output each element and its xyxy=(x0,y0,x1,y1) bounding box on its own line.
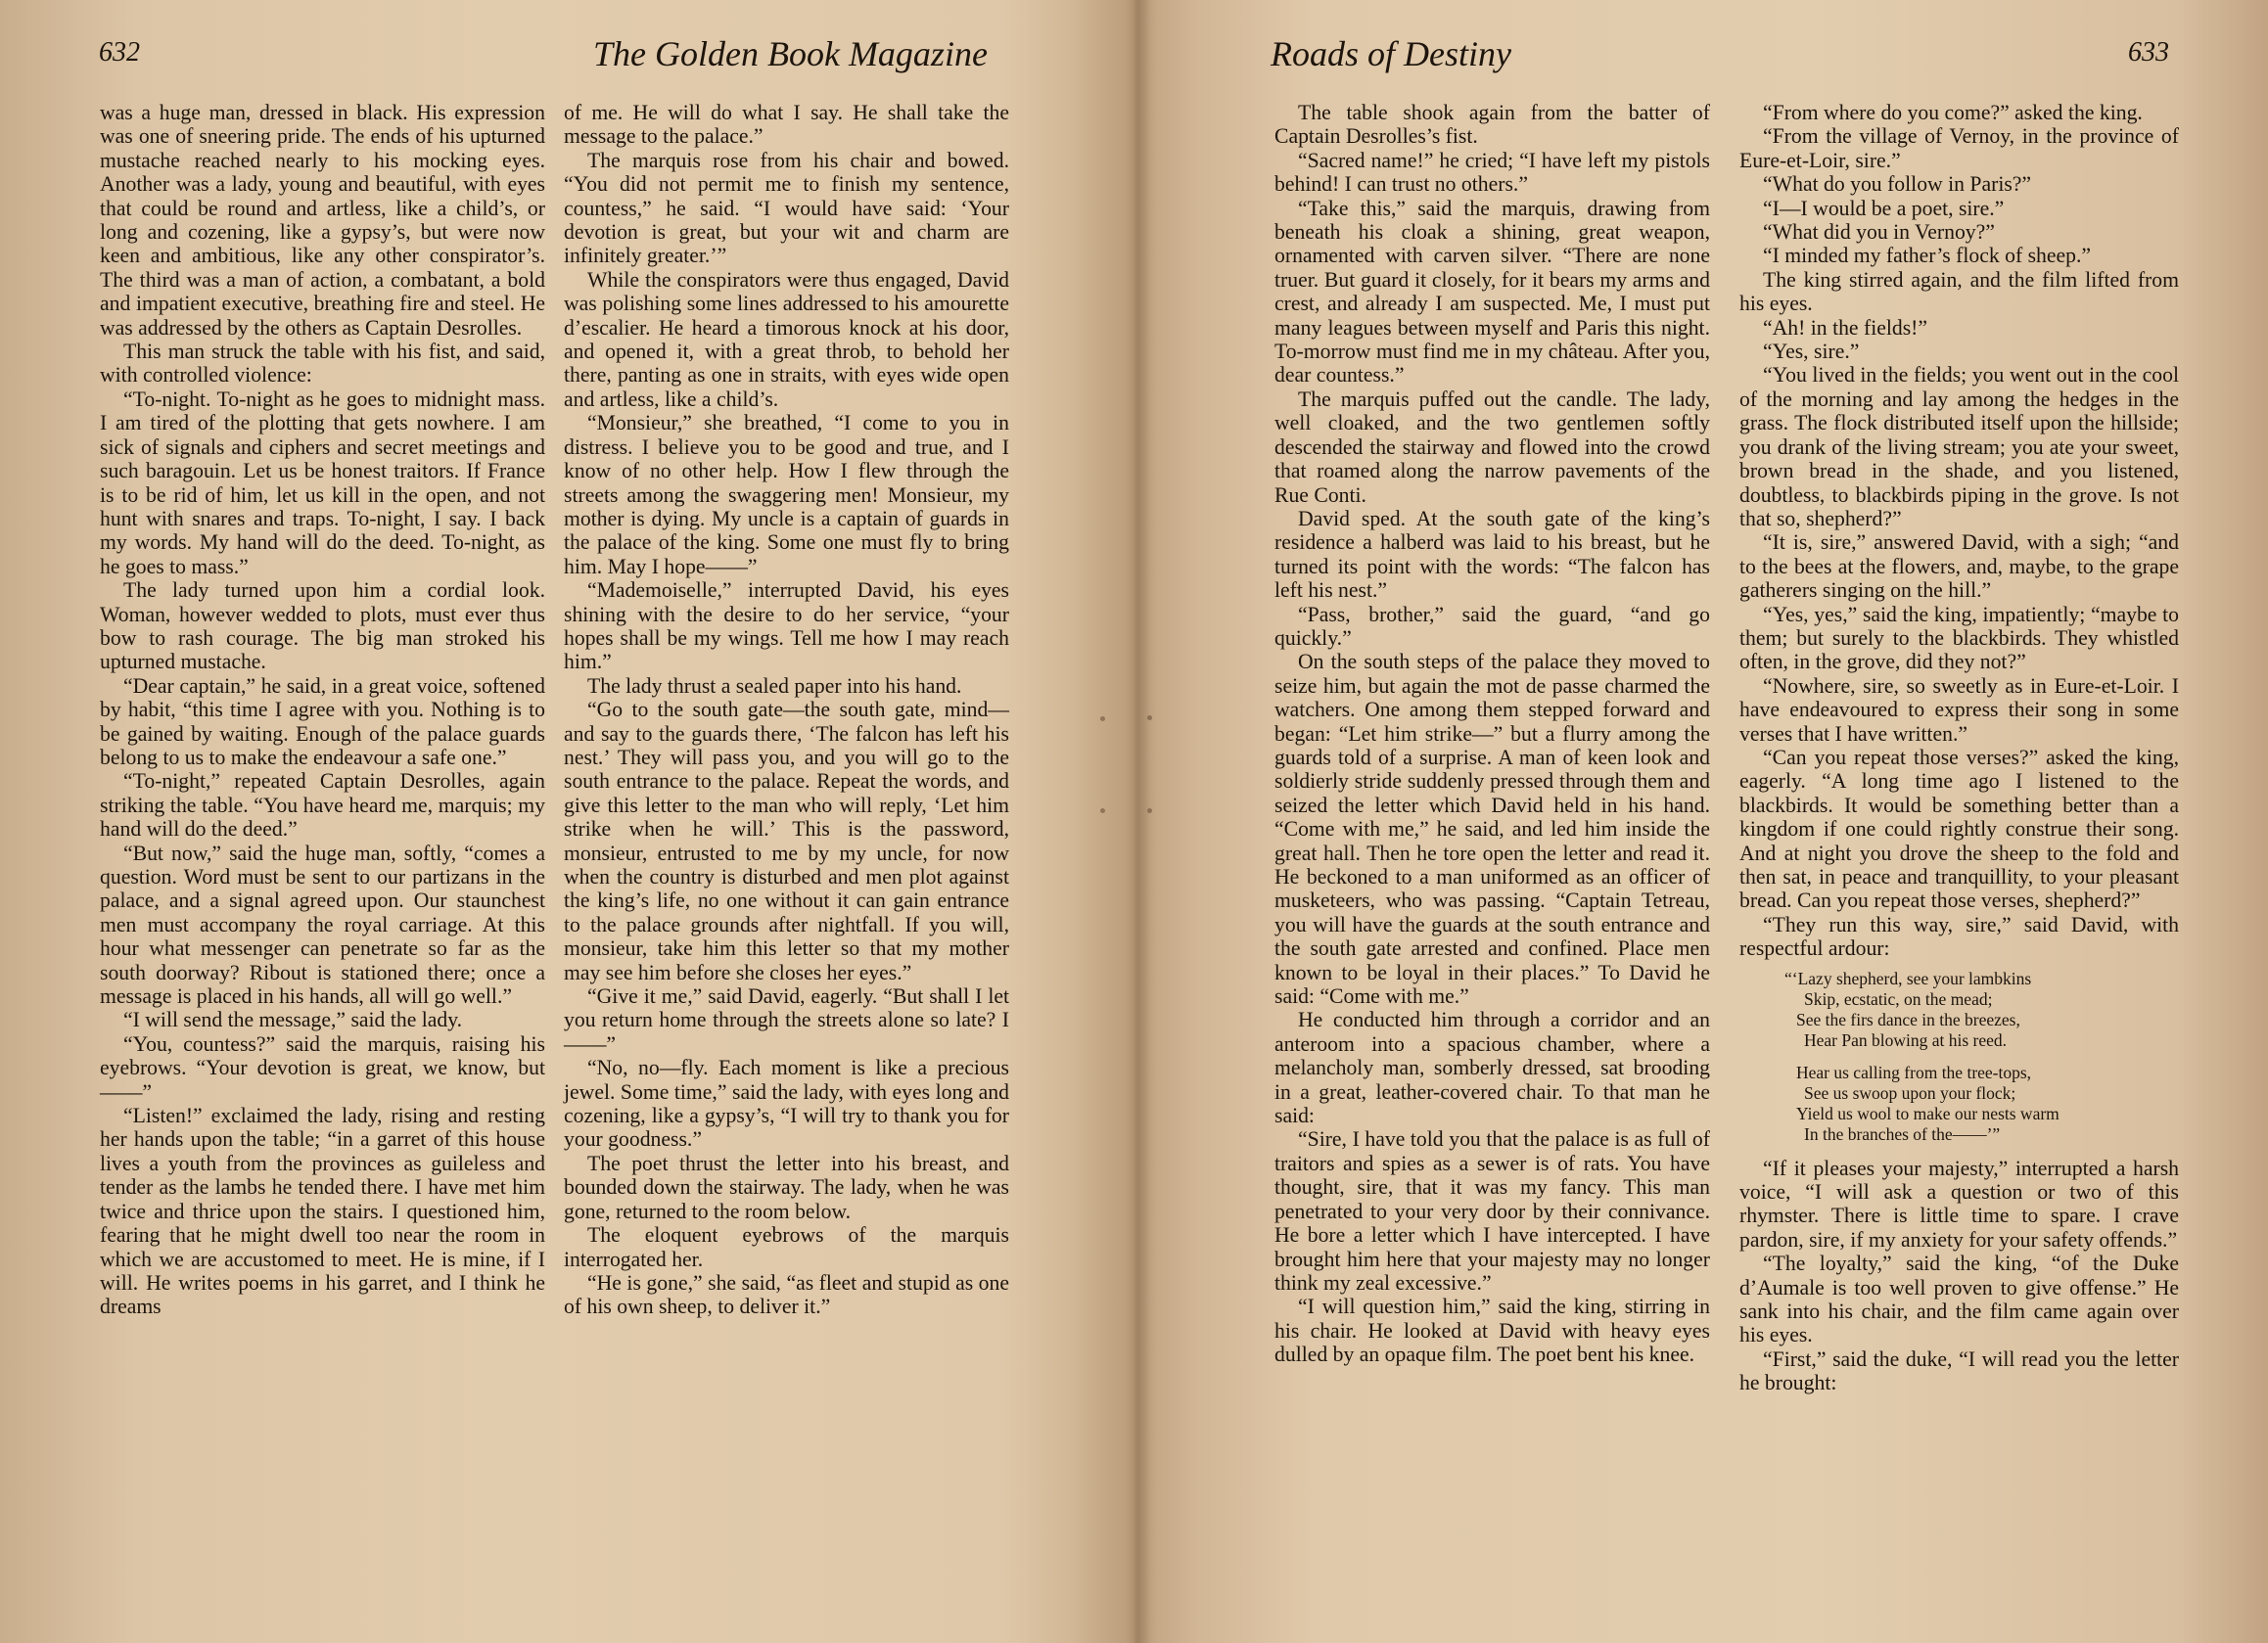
paper-speck xyxy=(1147,808,1152,813)
right-column-1 xyxy=(1274,101,1710,1367)
paragraph: The king stirred again, and the film lifted from his eyes. xyxy=(1739,267,2179,316)
paragraph: “Pass, brother,” said the guard, “and go quickly.” xyxy=(1274,602,1710,650)
paragraph: The poet thrust the letter into his breast, and bounded down the stairway. The lady, when he was gone, returned to the room below. xyxy=(564,1151,1009,1223)
paragraph: The lady turned upon him a cordial look. Woman, however wedded to plots, must ever thus bow to rash courage. The big man stroked his upturned mustache. xyxy=(100,578,545,674)
paragraph: “Sire, I have told you that the palace is as full of traitors and spies as a sewer is of rats. You have thought, sire, that it was my fancy. This man penetrated to your very door by their connivance. He bore a letter which I have intercepted. I have brought him here that your majesty may no longer think my zeal excessive.” xyxy=(1274,1127,1710,1295)
paragraph: “Give it me,” said David, eagerly. “But shall I let you return home through the streets alone so late? I——” xyxy=(564,984,1009,1056)
left-column-1 xyxy=(100,101,545,1319)
paragraph: The lady thrust a sealed paper into his hand. xyxy=(587,673,962,698)
paragraph: “From where do you come?” asked the king. xyxy=(1763,101,2143,124)
paragraph: “Monsieur,” she breathed, “I come to you in distress. I believe you to be good and true, and I know of no other help. How I flew through the streets among the swaggering men! Monsieur, my mother is dying. My uncle is a captain of guards in the palace of the king. Some one must fly to bring him. May I hope——” xyxy=(564,411,1009,578)
verse-line: In the branches of the——’” xyxy=(1804,1123,2001,1144)
verse-stanza xyxy=(1739,969,2179,1051)
verse-stanza xyxy=(1739,1063,2179,1145)
paper-speck xyxy=(1100,716,1105,721)
paragraph: “Sacred name!” he cried; “I have left my pistols behind! I can trust no others.” xyxy=(1274,148,1710,197)
verse-line: Hear us calling from the tree-tops, xyxy=(1796,1062,2032,1082)
right-column-2 xyxy=(1739,101,2179,1395)
paragraph: “You lived in the fields; you went out in the cool of the morning and lay among the hedges in the grass. The flock distributed itself upon the hillside; you drank of the living stream; you ate your sweet, brown bread in the shade, and you listened, doubtless, to blackbirds piping in the grove. Is not that so, shepherd?” xyxy=(1739,363,2179,530)
paragraph: “He is gone,” she said, “as fleet and stupid as one of his own sheep, to deliver it.” xyxy=(564,1270,1009,1319)
verse-line: Skip, ecstatic, on the mead; xyxy=(1804,988,1993,1009)
left-column-2 xyxy=(564,101,1009,1319)
paragraph: “Yes, sire.” xyxy=(1763,340,1860,364)
paragraph: While the conspirators were thus engaged, David was polishing some lines addressed to his amourette d’escalier. He heard a timorous knock at his door, and opened it, with a great throb, to behold her there, panting as one in straits, with eyes wide open and artless, like a child’s. xyxy=(564,267,1009,411)
paragraph: “Go to the south gate—the south gate, mind—and say to the guards there, ‘The falcon has left his nest.’ They will pass you, and you will go to the south entrance to the palace. Repeat the words, and give this letter to the man who will reply, ‘Let him strike when he will.’ This is the password, monsieur, entrusted to me by my uncle, for now when the country is disturbed and men plot against the king’s life, no one without it can gain entrance to the palace grounds after nightfall. If you will, monsieur, take him this letter so that my mother may see him before she closes her eyes.” xyxy=(564,698,1009,984)
paragraph: “If it pleases your majesty,” interrupted a harsh voice, “I will ask a question or two of this rhymster. There is little time to spare. I crave pardon, sire, if my anxiety for your safety offends.” xyxy=(1739,1156,2179,1252)
paragraph: This man struck the table with his fist, and said, with controlled violence: xyxy=(100,340,545,388)
paragraph: “I will send the message,” said the lady. xyxy=(123,1008,463,1032)
paragraph: “I—I would be a poet, sire.” xyxy=(1763,196,2005,220)
paragraph: “What do you follow in Paris?” xyxy=(1763,172,2032,197)
paper-speck xyxy=(1147,715,1152,720)
left-page-number: 632 xyxy=(99,37,140,68)
paragraph: “But now,” said the huge man, softly, “comes a question. Word must be sent to our partizans in the palace, and a signal agreed upon. Our staunchest men must accompany the royal carriage. At this hour what messenger can penetrate so far as the south doorway? Ribout is stationed there; once a message is placed in his hands, all will go well.” xyxy=(100,841,545,1009)
paragraph: He conducted him through a corridor and an anteroom into a spacious chamber, where a melancholy man, somberly dressed, sat brooding in a great, leather-covered chair. To that man he said: xyxy=(1274,1008,1710,1128)
left-running-title: The Golden Book Magazine xyxy=(593,34,988,73)
paragraph: The marquis puffed out the candle. The lady, well cloaked, and the two gentlemen softly descended the stairway and flowed into the crowd that roamed along the narrow pavements of the Rue Conti. xyxy=(1274,387,1710,507)
paragraph: “What did you in Vernoy?” xyxy=(1763,220,1995,245)
paragraph: “Yes, yes,” said the king, impatiently; “maybe to them; but surely to the blackbirds. They whistled often, in the grove, did they not?” xyxy=(1739,602,2179,674)
right-page-number: 633 xyxy=(2128,37,2169,68)
paper-speck xyxy=(1100,808,1105,813)
verse-line: “‘Lazy shepherd, see your lambkins xyxy=(1784,968,2032,988)
verse-block xyxy=(1739,969,2179,1145)
paragraph: “They run this way, sire,” said David, with respectful ardour: xyxy=(1739,912,2179,961)
paragraph: was a huge man, dressed in black. His expression was one of sneering pride. The ends of his upturned mustache reached nearly to his mocking eyes. Another was a lady, young and beautiful, with eyes that could be round and artless, like a child’s, or long and cozening, like a gypsy’s, but were now keen and ambitious, like any other conspirator’s. The third was a man of action, a combatant, a bold and impatient executive, breathing fire and steel. He was addressed by the others as Captain Desrolles. xyxy=(100,101,545,340)
paragraph: The marquis rose from his chair and bowed. “You did not permit me to finish my sentence, countess,” he said. “I would have said: ‘Your devotion is great, but your wit and charm are infinitely greater.’” xyxy=(564,148,1009,268)
verse-line: See the firs dance in the breezes, xyxy=(1796,1009,2020,1029)
verse-line: See us swoop upon your flock; xyxy=(1804,1082,2016,1103)
paragraph: The eloquent eyebrows of the marquis interrogated her. xyxy=(564,1223,1009,1271)
paragraph: “It is, sire,” answered David, with a sigh; “and to the bees at the flowers, and, maybe, to the grape gatherers singing on the hill.” xyxy=(1739,530,2179,603)
paragraph: “Listen!” exclaimed the lady, rising and resting her hands upon the table; “in a garret of this house lives a youth from the provinces as guileless and tender as the lambs he tended there. I have met him twice and thrice upon the stairs. I questioned him, fearing that he might dwell too near the room in which we are accustomed to meet. He is mine, if I will. He writes poems in his garret, and I think he dreams xyxy=(100,1104,545,1319)
paragraph: “First,” said the duke, “I will read you the letter he brought: xyxy=(1739,1346,2179,1395)
paragraph: “Take this,” said the marquis, drawing from beneath his cloak a shining, great weapon, ornamented with carven silver. “There are none truer. But guard it closely, for it bears my arms and crest, and already I am suspected. Me, I must put many leagues between myself and Paris this night. To-morrow must find me in my château. After you, dear countess.” xyxy=(1274,196,1710,388)
paragraph: “To-night. To-night as he goes to midnight mass. I am tired of the plotting that gets nowhere. I am sick of signals and ciphers and secret meetings and such baragouin. Let us be honest traitors. If France is to be rid of him, let us kill in the open, and not hunt with snares and traps. To-night, I say. I back my words. My hand will do the deed. To-night, as he goes to mass.” xyxy=(100,387,545,578)
paragraph: “I will question him,” said the king, stirring in his chair. He looked at David with heavy eyes dulled by an opaque film. The poet bent his knee. xyxy=(1274,1295,1710,1367)
paragraph: “You, countess?” said the marquis, raising his eyebrows. “Your devotion is great, we know, but——” xyxy=(100,1031,545,1104)
paragraph: “To-night,” repeated Captain Desrolles, again striking the table. “You have heard me, marquis; my hand will do the deed.” xyxy=(100,769,545,842)
paragraph: “Can you repeat those verses?” asked the king, eagerly. “A long time ago I listened to the blackbirds. It would be something better than a kingdom if one could rightly construe their song. And at night you drove the sheep to the fold and then sat, in peace and tranquillity, to your pleasant bread. Can you repeat those verses, shepherd?” xyxy=(1739,745,2179,913)
paragraph: “No, no—fly. Each moment is like a precious jewel. Some time,” said the lady, with eyes long and cozening, like a gypsy’s, “I will try to thank you for your goodness.” xyxy=(564,1056,1009,1152)
paragraph: “From the village of Vernoy, in the province of Eure-et-Loir, sire.” xyxy=(1739,124,2179,172)
paragraph: of me. He will do what I say. He shall take the message to the palace.” xyxy=(564,101,1009,149)
verse-line: Hear Pan blowing at his reed. xyxy=(1804,1029,2008,1050)
right-running-title: Roads of Destiny xyxy=(1271,34,1511,73)
paragraph: David sped. At the south gate of the king’s residence a halberd was laid to his breast, but he turned its point with the words: “The falcon has left his nest.” xyxy=(1274,506,1710,603)
paragraph: “The loyalty,” said the king, “of the Duke d’Aumale is too well proven to give offense.” He sank into his chair, and the film came again over his eyes. xyxy=(1739,1252,2179,1347)
paragraph: “I minded my father’s flock of sheep.” xyxy=(1763,244,2092,268)
paragraph: “Nowhere, sire, so sweetly as in Eure-et-Loir. I have endeavoured to express their song in some verses that I have written.” xyxy=(1739,673,2179,746)
verse-line: Yield us wool to make our nests warm xyxy=(1796,1103,2060,1123)
paragraph: On the south steps of the palace they moved to seize him, but again the mot de passe charmed the watchers. One among them stepped forward and began: “Let him strike—” but a flurry among the guards told of a surprise. A man of keen look and soldierly stride suddenly pressed through them and seized the letter which David held in his hand. “Come with me,” he said, and led him inside the great hall. Then he tore open the letter and read it. He beckoned to a man uniformed as an officer of musketeers, who was passing. “Captain Tetreau, you will have the guards at the south entrance and the south gate arrested and confined. Place men known to be loyal in their places.” To David he said: “Come with me.” xyxy=(1274,650,1710,1009)
paragraph: The table shook again from the batter of Captain Desrolles’s fist. xyxy=(1274,101,1710,149)
paragraph: “Ah! in the fields!” xyxy=(1763,315,1928,340)
right-page xyxy=(1134,0,2268,1643)
paragraph: “Mademoiselle,” interrupted David, his eyes shining with the desire to do her service, “your hopes shall be my wings. Tell me how I may reach him.” xyxy=(564,578,1009,674)
paragraph: “Dear captain,” he said, in a great voice, softened by habit, “this time I agree with you. Nothing is to be gained by waiting. Enough of the palace guards belong to us to make the endeavour a safe one.” xyxy=(100,673,545,769)
